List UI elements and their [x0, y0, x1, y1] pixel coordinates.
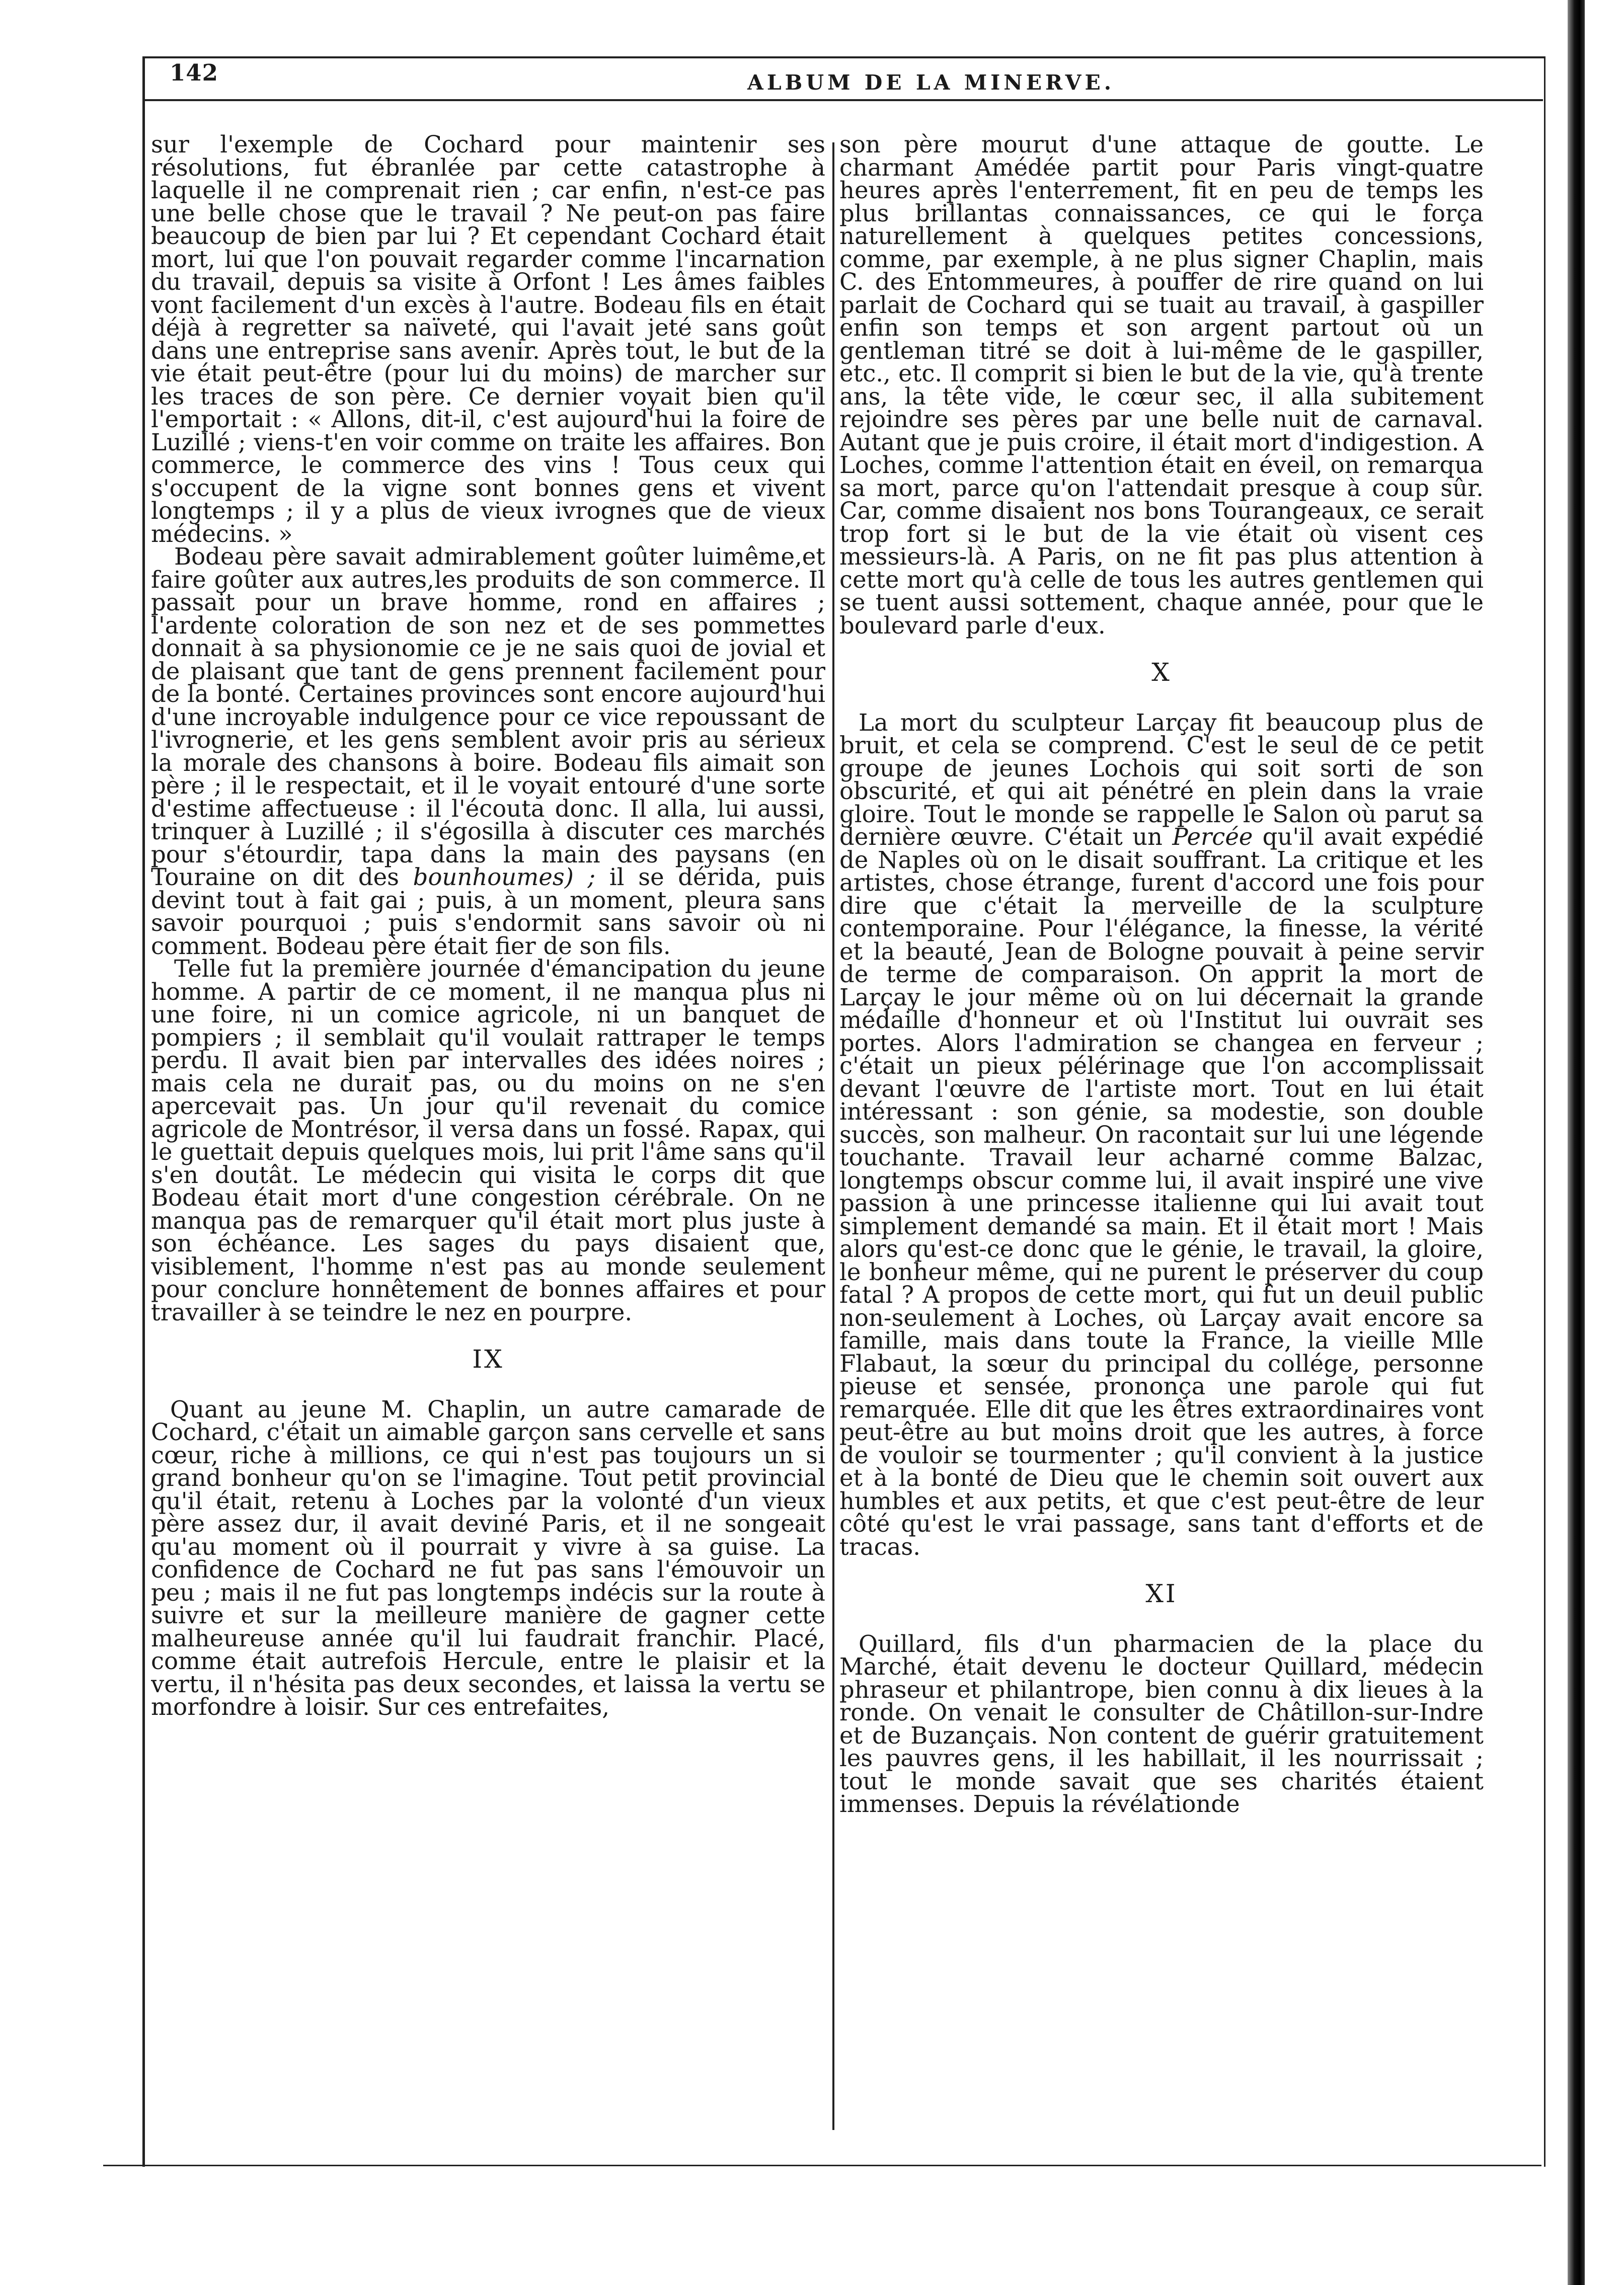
binding-shadow [1568, 0, 1585, 2285]
right-column [839, 133, 1484, 2141]
paragraph: son père mourut d'une attaque de goutte. Le charmant Amédée partit pour Paris vingt-quatre heures après l'enterrement, fit en peu de temps les plus brillantas connaissances, ce qui le força naturellement à quelques petites concessions, comme, par exemple, à ne plus signer Chaplin, mais C. des Entommeures, à pouffer de rire quand on lui parlait de Cochard qui se tuait au travail, à gaspiller enfin son temps et son argent partout où un gentleman titré se doit à lui-même de le gaspiller, etc., etc. Il comprit si bien le but de la vie, qu'à trente ans, la tête vide, le cœur sec, il alla subitement rejoindre ses pères par une belle nuit de carnaval. Autant que je puis croire, il était mort d'indigestion. A Loches, comme l'attention était en éveil, on remarqua sa mort, parce qu'on l'attendait presque à coup sûr. Car, comme disaient nos bons Tourangeaux, ce serait trop fort si le but de la vie était où visent ces messieurs-là. A Paris, on ne fit pas plus attention à cette mort qu'à celle de tous les autres gentlemen qui se tuent aussi sottement, chaque année, pour que le boulevard parle d'eux. [839, 133, 1484, 639]
page-number: 142 [170, 59, 218, 86]
paragraph-text: La mort du sculpteur Larçay fit beaucoup plus de bruit, et cela se comprend. C'est le seul de ce petit groupe de jeunes Lochois qui soit sorti de son obscurité, et qui ait pénétré en plein dans la vraie gloire. Tout le monde se rappelle le Salon où parut sa dernière œuvre. C'était un [839, 708, 1484, 850]
paragraph: Quillard, fils d'un pharmacien de la place du Marché, était devenu le docteur Quillard, médecin phraseur et philantrope, bien connu à dix lieues à la ronde. On venait le consulter de Châtillon-sur-Indre et de Buzançais. Non content de guérir gratuitement les pauvres gens, il les habillait, il les nourrissait ; tout le monde savait que ses charités étaient immenses. Depuis la révélationde [839, 1630, 1484, 1818]
paragraph: Telle fut la première journée d'émancipation du jeune homme. A partir de ce moment, il ne manqua plus ni une foire, ni un comice agricole, ni un banquet de pompiers ; il semblait qu'il voulait rattraper le temps perdu. Il avait bien par intervalles des idées noires ; mais cela ne durait pas, ou du moins on ne s'en apercevait pas. Un jour qu'il revenait du comice agricole de Montrésor, il versa dans un fossé. Rapax, qui le guettait depuis quelques mois, lui prit l'âme sans qu'il s'en doutât. Le médecin qui visita le corps dit que Bodeau était mort d'une congestion cérébrale. On ne manqua pas de remarquer qu'il était mort plus juste à son échéance. Les sages du pays disaient que, visiblement, l'homme n'est pas au monde seulement pour conclure honnêtement de bonnes affaires et pour travailler à se teindre le nez en pourpre. [151, 955, 825, 1326]
section-heading-ix: IX [472, 1345, 504, 1374]
paragraph: Quant au jeune M. Chaplin, un autre camarade de Cochard, c'était un aimable garçon sans cervelle et sans cœur, riche à millions, ce qui n'est pas toujours un si grand bonheur qu'on se l'imagine. Tout petit provincial qu'il était, retenu à Loches par la volonté d'un vieux père assez dur, il avait deviné Paris, et il ne songeait qu'au moment où il pourrait y vivre à sa guise. La confidence de Cochard ne fut pas sans l'émouvoir un peu ; mais il ne fut pas longtemps indécis sur la route à suivre et sur la meilleure manière de gagner cette malheureuse année qu'il lui faudrait franchir. Placé, comme était autrefois Hercule, entre le plaisir et la vertu, il n'hésita pas deux secondes, et laissa la vertu se morfondre à loisir. Sur ces entrefaites, [151, 1395, 825, 1720]
left-column [151, 133, 825, 2151]
header-rule [142, 99, 1543, 101]
section-heading-xi: XI [1145, 1579, 1178, 1608]
italic-term: bounhoumes) ; [413, 863, 596, 891]
paragraph-text: qu'il avait expédié de Naples où on le disait souffrant. La critique et les artistes, chose étrange, furent d'accord une fois pour dire que c'était la merveille de la sculpture contemporaine. Pour l'élégance, la finesse, la vérité et la beauté, Jean de Bologne pouvait à peine servir de terme de comparaison. On apprit la mort de Larçay le jour même où on lui décernait la grande médaille d'honneur et où l'Institut lui ouvrait ses portes. Alors l'admiration se changea en ferveur ; c'était un pieux pélérinage que l'on accomplissait devant l'œuvre de l'artiste mort. Tout en lui était intéressant : son génie, sa modestie, son double succès, son malheur. On racontait sur lui une légende touchante. Travail leur acharné comme Balzac, longtemps obscur comme lui, il avait inspiré une vive passion à une princesse italienne qui lui avait tout simplement demandé sa main. Et il était mort ! Mais alors qu'est-ce donc que le génie, le travail, la gloire, le bonheur même, qui ne purent le préserver du coup fatal ? A propos de cette mort, qui fut un deuil public non-seulement à Loches, où Larçay avait encore sa famille, mais dans toute la France, la vieille Mlle Flabaut, la sœur du principal du collége, personne pieuse et sensée, prononça une parole qui fut remarquée. Elle dit que les êtres extraordinaires vont peut-être au but moins droit que les autres, à force de vouloir se tourmenter ; qu'il convient à la justice et à la bonté de Dieu que le chemin soit ouvert aux humbles et aux petits, et que c'est peut-être de leur côté qu'est le vrai passage, sans tant d'efforts et de tracas. [839, 823, 1484, 1560]
paragraph-text: Bodeau père savait admirablement goûter luimême,et faire goûter aux autres,les produits de son commerce. Il passait pour un brave homme, rond en affaires ; l'ardente coloration de son nez et de ses pommettes donnait à sa physionomie ce je ne sais quoi de jovial et de plaisant que tant de gens prennent facilement pour de la bonté. Certaines provinces sont encore aujourd'hui d'une incroyable indulgence pour ce vice repoussant de l'ivrognerie, et les gens semblent avoir pris au sérieux la morale des chansons à boire. Bodeau fils aimait son père ; il le respectait, et il le voyait entouré d'une sorte d'estime affectueuse : il l'écouta donc. Il alla, lui aussi, trinquer à Luzillé ; il s'égosilla à discuter ces marchés pour s'étourdir, tapa dans la main des paysans (en Touraine on dit des [151, 543, 825, 891]
running-title: ALBUM DE LA MINERVE. [747, 70, 1115, 95]
italic-term: Percée [1172, 823, 1253, 850]
paragraph [839, 708, 1484, 1560]
section-heading-x: X [1151, 658, 1172, 687]
column-divider [832, 142, 834, 2130]
paragraph [151, 545, 825, 958]
paragraph-text: il se dérida, puis devint tout à fait gai ; puis, à un moment, pleura sans savoir pourquoi ; puis s'endormit sans savoir où ni comment. Bodeau père était fier de son fils. [151, 863, 825, 960]
paragraph: sur l'exemple de Cochard pour maintenir ses résolutions, fut ébranlée par cette catastrophe à laquelle il ne comprenait rien ; car enfin, n'est-ce pas une belle chose que le travail ? Ne peut-on pas faire beaucoup de bien par lui ? Et cependant Cochard était mort, lui que l'on pouvait regarder comme l'incarnation du travail, depuis sa visite à Orfont ! Les âmes faibles vont facilement d'un excès à l'autre. Bodeau fils en était déjà à regretter sa naïveté, qui l'avait jeté sans goût dans une entreprise sans avenir. Après tout, le but de la vie était peut-être (pour lui du moins) de marcher sur les traces de son père. Ce dernier voyait bien qu'il l'emportait : « Allons, dit-il, c'est aujourd'hui la foire de Luzillé ; viens-t'en voir comme on traite les affaires. Bon commerce, le commerce des vins ! Tous ceux qui s'occupent de la vigne sont bonnes gens et vivent longtemps ; il y a plus de vieux ivrognes que de vieux médecins. » [151, 133, 825, 547]
bottom-rule [103, 2165, 1541, 2166]
